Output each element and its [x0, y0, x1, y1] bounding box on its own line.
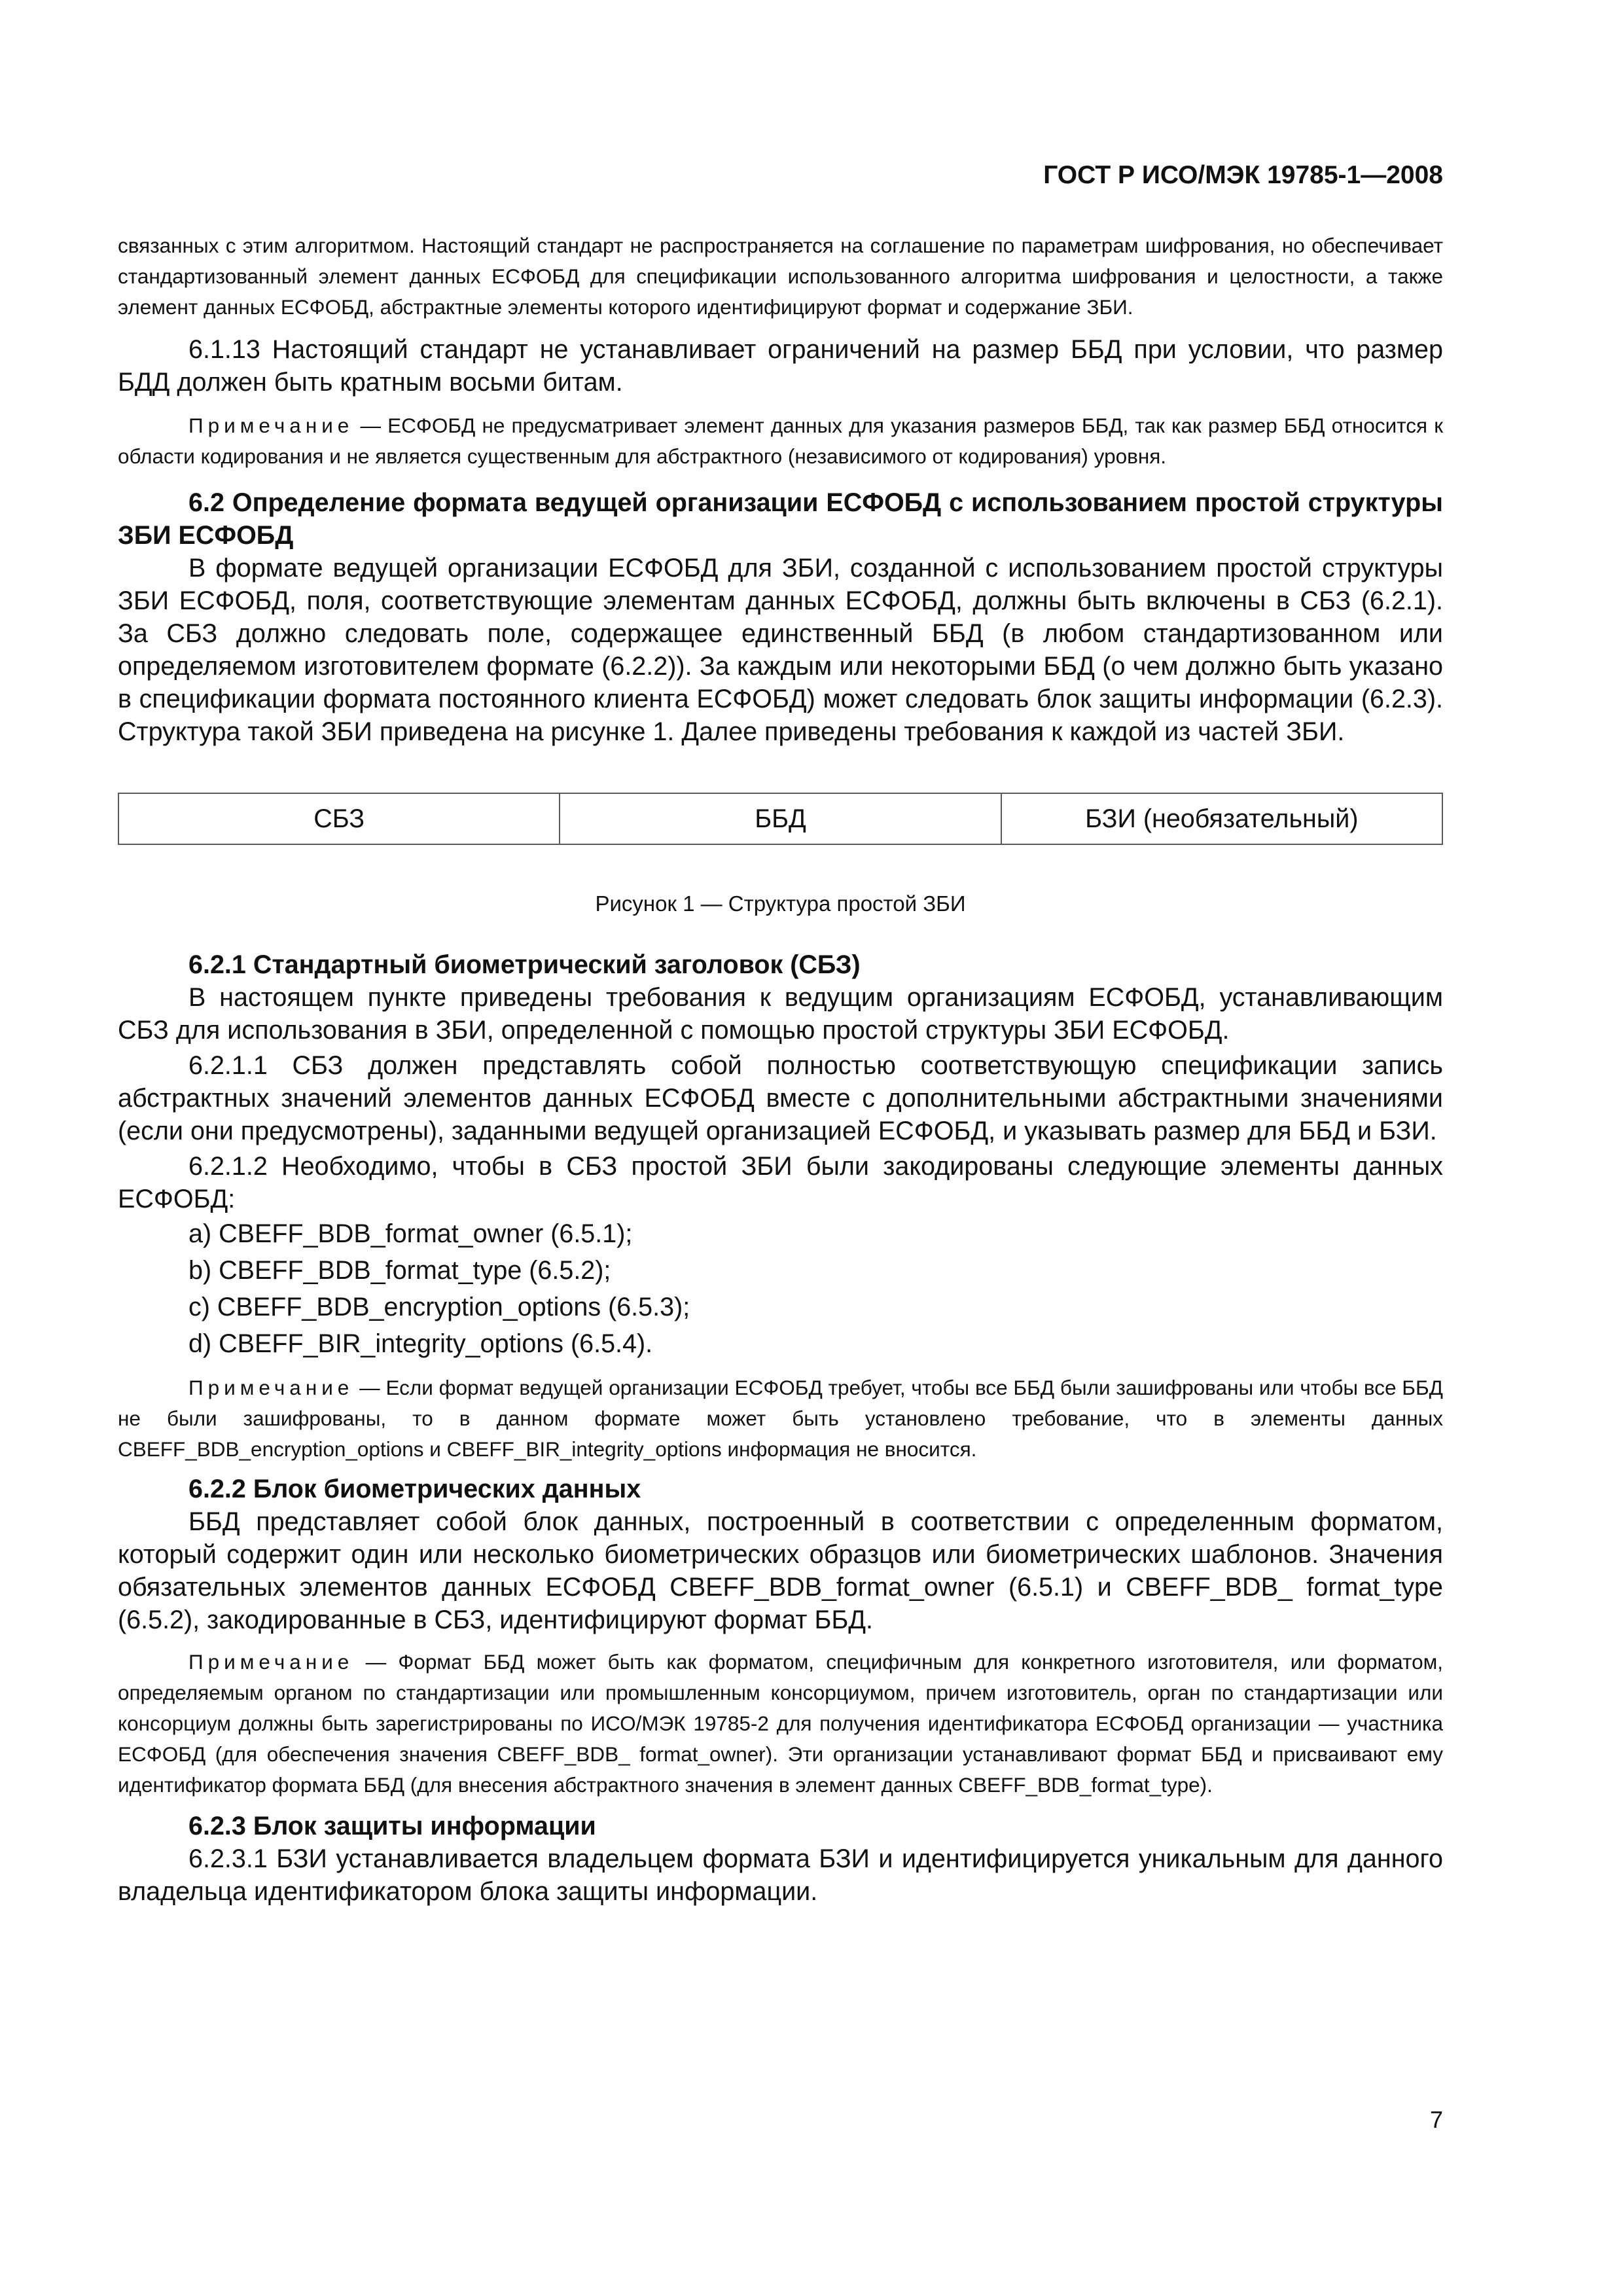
figure-1-structure-table	[118, 793, 1443, 845]
document-header: ГОСТ Р ИСО/МЭК 19785-1—2008	[1043, 161, 1443, 189]
note-text: — Формат ББД может быть как форматом, специфичным для конкретного изготовителя, или форматом, определяемым органом по стандартизации или промышленным консорциумом, причем изготовитель, орган по стандартизации или консорциум должны быть зарегистрированы по ИСО/МЭК 19785-2 для получения идентификатора ЕСФОБД организации — участника ЕСФОБД (для обеспечения значения CBEFF_BDB_ format_owner). Эти организации устанавливают формат ББД и присваивают ему идентификатор формата ББД (для внесения абстрактного значения в элемент данных CBEFF_BDB_format_type).	[118, 1650, 1443, 1797]
paragraph-6-2-3-1: 6.2.3.1 БЗИ устанавливается владельцем формата БЗИ и идентифицируется уникальным для данного владельца идентификатором блока защиты информации.	[118, 1844, 1443, 1906]
note-3	[118, 1647, 1443, 1801]
note-2	[118, 1372, 1443, 1465]
paragraph-continuation: связанных с этим алгоритмом. Настоящий стандарт не распространяется на соглашение по параметрам шифрования, но обеспечивает стандартизованный элемент данных ЕСФОБД для спецификации использованного алгоритма шифрования и целостности, а также элемент данных ЕСФОБД, абстрактные элементы которого идентифицируют формат и содержание ЗБИ.	[118, 234, 1443, 319]
paragraph-6-1-13: 6.1.13 Настоящий стандарт не устанавливает ограничений на размер ББД при условии, что размер БДД должен быть кратным восьми битам.	[118, 335, 1443, 397]
paragraph-6-2: В формате ведущей организации ЕСФОБД для ЗБИ, созданной с использованием простой структуры ЗБИ ЕСФОБД, поля, соответствующие элементам данных ЕСФОБД, должны быть включены в СБЗ (6.2.1). За СБЗ должно следовать поле, содержащее единственный ББД (в любом стандартизованном или определяемом изготовителем формате (6.2.2)). За каждым или некоторыми ББД (о чем должно быть указано в спецификации формата постоянного клиента ЕСФОБД) может следовать блок защиты информации (6.2.3). Структура такой ЗБИ приведена на рисунке 1. Далее приведены требования к каждой из частей ЗБИ.	[118, 554, 1443, 746]
list-item: a) CBEFF_BDB_format_owner (6.5.1);	[188, 1219, 633, 1248]
figure-1-caption: Рисунок 1 — Структура простой ЗБИ	[595, 891, 966, 916]
list-item: d) CBEFF_BIR_integrity_options (6.5.4).	[188, 1329, 653, 1358]
heading-6-2: 6.2 Определение формата ведущей организации ЕСФОБД с использованием простой структуры ЗБИ ЕСФОБД	[118, 488, 1443, 550]
paragraph-6-2-1-2: 6.2.1.2 Необходимо, чтобы в СБЗ простой ЗБИ были закодированы следующие элементы данных ЕСФОБД:	[118, 1152, 1443, 1213]
note-text: — ЕСФОБД не предусматривает элемент данных для указания размеров ББД, так как размер ББД относится к области кодирования и не является существенным для абстрактного (независимого от кодирования) уровня.	[118, 414, 1443, 468]
paragraph-6-2-2: ББД представляет собой блок данных, построенный в соответствии с определенным форматом, который содержит один или несколько биометрических образцов или биометрических шаблонов. Значения обязательных элементов данных ЕСФОБД CBEFF_BDB_format_owner (6.5.1) и CBEFF_BDB_ format_type (6.5.2), закодированные в СБЗ, идентифицируют формат ББД.	[118, 1507, 1443, 1634]
data-elements-list	[118, 1215, 1443, 1362]
heading-6-2-2: 6.2.2 Блок биометрических данных	[188, 1475, 641, 1503]
note-label: Примечание	[188, 414, 354, 437]
paragraph-6-2-1-1: 6.2.1.1 СБЗ должен представлять собой полностью соответствующую спецификации запись абстрактных значений элементов данных ЕСФОБД вместе с дополнительными абстрактными значениями (если они предусмотрены), заданными ведущей организацией ЕСФОБД, и указывать размер для ББД и БЗИ.	[118, 1051, 1443, 1145]
list-item: c) CBEFF_BDB_encryption_options (6.5.3);	[188, 1293, 690, 1321]
figure-cell-sbz: СБЗ	[118, 793, 560, 844]
note-text: — Если формат ведущей организации ЕСФОБД требует, чтобы все ББД были зашифрованы или чтобы все ББД не были зашифрованы, то в данном формате может быть установлено требование, что в элементы данных CBEFF_BDB_encryption_options и CBEFF_BIR_integrity_options информация не вносится.	[118, 1376, 1443, 1461]
paragraph-6-2-1: В настоящем пункте приведены требования к ведущим организациям ЕСФОБД, устанавливающим СБЗ для использования в ЗБИ, определенной с помощью простой структуры ЗБИ ЕСФОБД.	[118, 983, 1443, 1045]
figure-cell-bbd: ББД	[560, 793, 1001, 844]
note-1	[118, 410, 1443, 472]
figure-cell-bzi: БЗИ (необязательный)	[1001, 793, 1442, 844]
heading-6-2-3: 6.2.3 Блок защиты информации	[188, 1812, 596, 1840]
page-number: 7	[1429, 2106, 1443, 2133]
note-label: Примечание	[188, 1650, 354, 1674]
list-item: b) CBEFF_BDB_format_type (6.5.2);	[188, 1256, 611, 1285]
heading-6-2-1: 6.2.1 Стандартный биометрический заголовок (СБЗ)	[188, 950, 861, 979]
note-label: Примечание	[188, 1376, 354, 1399]
page-content	[118, 230, 1443, 1908]
figure-1-row	[118, 793, 1442, 844]
